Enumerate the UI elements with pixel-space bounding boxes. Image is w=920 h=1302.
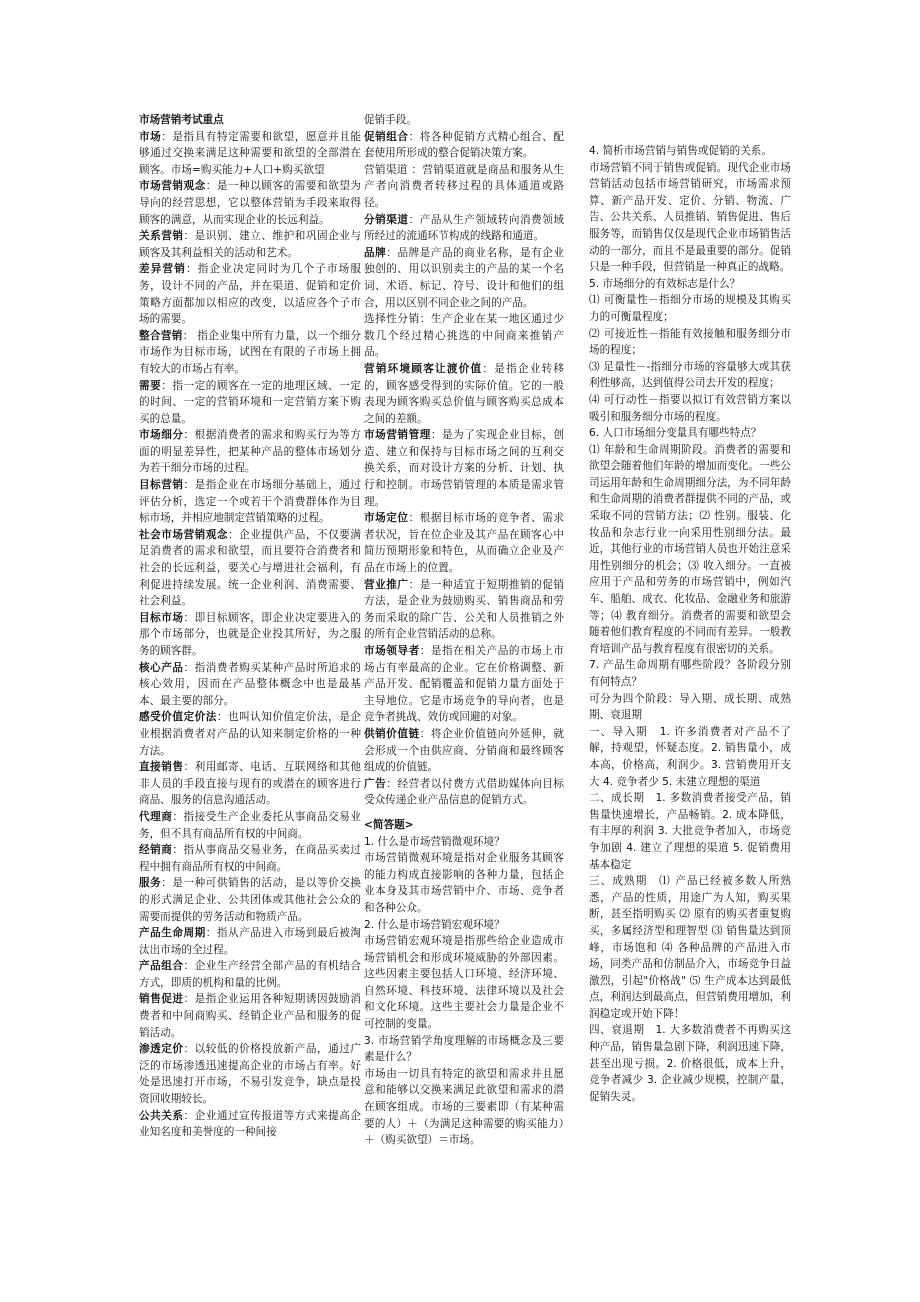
- column-1-entries: [139, 129, 361, 1141]
- term-label: 整合营销: [139, 329, 183, 342]
- definition-entry: [364, 510, 564, 576]
- definition-entry: [364, 212, 564, 245]
- column-2: [364, 112, 564, 1149]
- term-definition: ：是指具有特定需要和欲望，愿意并且能够通过交换来满足这种需要和欲望的全部潜在顾客。市场=购买能力+人口+购买欲望: [139, 130, 362, 176]
- definition-entry: [139, 378, 361, 428]
- term-definition: ：指消费者购买某种产品时所追求的核心效用，因而在产品整体概念中也是最基本、最主要的部分。: [139, 661, 362, 707]
- term-label: 服务: [139, 877, 162, 890]
- term-definition: ：将企业价值链向外延伸，就会形成一个由供应商、分销商和最终顾客组成的价值链。: [364, 727, 565, 774]
- term-label: 感受价值定价法: [139, 711, 217, 724]
- definition-entry: [139, 842, 361, 875]
- term-label: 关系营销: [139, 230, 184, 243]
- definition-entry: [139, 328, 361, 378]
- term-definition: ：将各种促销方式精心组合、配套使用所形成的整合促销决策方案。: [364, 130, 565, 160]
- column-1: [139, 112, 361, 1141]
- term-definition: 1. 什么是市场营销微观环境？: [364, 835, 505, 848]
- term-label: 目标市场: [139, 611, 184, 624]
- definition-entry: [364, 1033, 564, 1066]
- term-label: 市场: [139, 130, 162, 143]
- term-definition: 市场营销宏观环境是指那些给企业造成市场营销机会和形成环境威胁的外部因素。这些因素主要包括人口环境、经济环境、自然环境、科技环境、法律环境以及社会和文化环境。这些主要社会力量是企业不可控制的变量。: [364, 935, 564, 1031]
- term-label: 促销组合: [364, 130, 409, 143]
- term-definition: ：是一种以顾客的需要和欲望为导向的经营思想，它以整体营销为手段来取得顾客的满意，从而实现企业的长远利益。: [139, 180, 362, 226]
- definition-entry: [364, 577, 564, 643]
- answer-paragraph: 一、导入期 1. 许多消费者对产品不了解，持观望，怀疑态度。2. 销售量小，成本高，价格高，利润少。3. 营销费用开支大 4. 竞争者少 5. 未建立理想的渠道: [589, 725, 791, 788]
- term-definition: 选择性分销：生产企业在某一地区通过少数几个经过精心挑选的中间商来推销产品。: [364, 313, 564, 359]
- term-definition: 市场由一切具有特定的欲望和需求并且愿意和能够以交换来满足此欲望和需求的潜在顾客组成。市场的三要素即（有某种需要的人）＋（为满足这种需要的购买能力）＋（购买欲望）＝市场。: [364, 1067, 564, 1147]
- term-label: 差异营销: [139, 263, 186, 276]
- definition-entry: [139, 709, 361, 759]
- term-definition: ：根据目标市场的竞争者、需求者状况，旨在位企业及其产品在顾客心中简历预期形象和特色，从而确立企业及产品在市场上的位置。: [364, 512, 565, 575]
- term-label: 社会市场营销观念: [139, 528, 229, 541]
- term-definition: ：指一定的顾客在一定的地理区域、一定的时间、一定的营销环境和一定营销方案下购买的总量。: [139, 379, 362, 425]
- term-label: 渗透定价: [139, 1043, 184, 1056]
- term-label: 需要: [139, 379, 162, 392]
- term-definition: ：是一种可供销售的活动，是以等价交换的形式满足企业、公共团体或其他社会公众的需要而提供的劳务活动和物质产品。: [139, 877, 362, 923]
- definition-entry: [364, 726, 564, 776]
- definition-entry: [139, 427, 361, 477]
- document-title: 市场营销考试重点: [139, 114, 224, 126]
- definition-entry: [364, 809, 564, 817]
- term-definition: ：是一种适宜于短期推销的促销方法，是企业为鼓励购买、销售商品和劳务而采取的除广告、公关和人员推销之外的所有企业营销活动的总称。: [364, 578, 565, 641]
- definition-entry: [139, 261, 361, 327]
- term-label: 市场领导者: [364, 645, 420, 657]
- definition-entry: [139, 527, 361, 610]
- definition-entry: [139, 610, 361, 660]
- definition-entry: [139, 991, 361, 1041]
- definition-entry: [139, 809, 361, 842]
- term-label: <简答题>: [364, 818, 414, 831]
- term-definition: ：是为了实现企业目标，创造、建立和保持与目标市场之间的互利交换关系，而对设计方案的分析、计划、执行和控制。市场营销管理的本质是需求管理。: [364, 429, 565, 508]
- definition-entry: [364, 427, 564, 510]
- term-label: 经销商: [139, 844, 173, 857]
- term-label: 分销渠道: [364, 213, 409, 226]
- definition-entry: [364, 817, 564, 834]
- answer-paragraph: 4. 简析市场营销与销售或促销的关系。: [589, 145, 772, 157]
- definition-entry: [364, 933, 564, 1033]
- term-definition: ：根据消费者的需求和购买行为等方面的明显差异性，把某种产品的整体市场划分为若干细分市场的过程。: [139, 429, 362, 475]
- definition-entry: [139, 228, 361, 261]
- term-label: 营销环境顾客让渡价值: [364, 362, 483, 375]
- term-label: 市场定位: [364, 512, 409, 525]
- definition-entry: [364, 112, 564, 129]
- answer-paragraph: 四、衰退期 1. 大多数消费者不再购买这种产品，销售量急剧下降，利润迅速下降，甚至出现亏损。2. 价格很低，成本上升，竞争者减少 3. 企业减少规模，控制产量，促销失灵。: [589, 1024, 791, 1103]
- answer-paragraph: 6. 人口市场细分变量具有哪些特点？: [589, 427, 762, 440]
- column-2-entries: [364, 112, 564, 1149]
- definition-entry: [139, 1108, 361, 1141]
- definition-entry: [139, 759, 361, 809]
- term-label: 市场营销观念: [139, 180, 206, 193]
- answer-paragraph: 可分为四个阶段：导入期、成长期、成熟期、衰退期: [589, 692, 791, 722]
- term-definition: 3. 市场营销学角度理解的市场概念及三要素是什么？: [364, 1034, 564, 1064]
- term-definition: ：产品从生产领域转向消费领域所经过的流通环节构成的线路和通道。: [364, 213, 565, 243]
- answer-paragraph: 二、成长期 1. 多数消费者接受产品，销售量快速增长，产品畅销。2. 成本降低，有丰厚的利润 3. 大批竞争者加入，市场竞争加剧 4. 建立了理想的渠道 5. 促销费用基本稳定: [589, 792, 791, 871]
- definition-entry: [364, 129, 564, 162]
- term-definition: ：利用邮寄、电话、互联网络和其他非人员的手段直接与现有的或潜在的顾客进行商品、服务的信息沟通活动。: [139, 761, 362, 807]
- definition-entry: [139, 129, 361, 179]
- definition-entry: [139, 477, 361, 527]
- term-definition: ：企业通过宣传报道等方式来提高企业知名度和美誉度的一种间接: [139, 1109, 362, 1139]
- definition-entry: [364, 1066, 564, 1149]
- term-definition: 2. 什么是市场营销宏观环境？: [364, 918, 505, 931]
- answer-paragraph: ⑵ 可接近性－指能有效接触和服务细分市场的程度；: [589, 327, 791, 357]
- definition-entry: [139, 875, 361, 925]
- term-label: 目标营销: [139, 479, 184, 492]
- answer-paragraph: 5. 市场细分的有效标志是什么？: [589, 277, 741, 290]
- term-label: 供销价值链: [364, 727, 420, 740]
- term-label: 品牌: [364, 246, 387, 259]
- term-definition: ：企业提供产品，不仅要满足消费者的需求和欲望，而且要符合消费者和社会的长远利益，要关心与增进社会福利，有利促进持续发展。统一企业利润、消费需要、社会利益。: [139, 528, 362, 608]
- term-definition: ：指接受生产企业委托从事商品交易业务，但不具有商品所有权的中间商。: [139, 810, 362, 840]
- term-definition: ：即目标顾客，即企业决定要进入的那个市场部分，也就是企业投其所好，为之服务的顾客群。: [139, 611, 362, 657]
- definition-entry: [139, 1041, 361, 1107]
- term-definition: 市场营销微观环境是指对企业服务其顾客的能力构成直接影响的各种力量，包括企业本身及其市场营销中介、市场、竞争者和各种公众。: [364, 852, 564, 914]
- term-definition: ：是指企业在市场细分基础上，通过评估分析，选定一个或若干个消费群体作为目标市场，并相应地制定营销策略的过程。: [139, 479, 362, 525]
- term-definition: ：经营者以付费方式借助媒体向目标受众传递企业产品信息的促销方式。: [364, 777, 565, 807]
- definition-entry: [364, 245, 564, 311]
- term-label: 营业推广: [364, 578, 409, 591]
- definition-entry: [364, 643, 564, 726]
- definition-entry: [364, 850, 564, 916]
- term-definition: ：品牌是产品的商业名称，是有企业独创的、用以识别卖主的产品的某一个名词、术语、标记、符号、设计和他们的组合，用以区别不同企业之间的产品。: [364, 246, 565, 309]
- definition-entry: [364, 361, 564, 427]
- term-label: 产品生命周期: [139, 927, 206, 940]
- term-definition: 营销渠道 ：营销渠道就是商品和服务从生产者向消费者转移过程的具体通道或路径。: [364, 163, 564, 209]
- term-definition: ：企业生产经营全部产品的有机结合方式，即质的机构和量的比例。: [139, 960, 362, 989]
- term-definition: 促销手段。: [364, 114, 417, 126]
- definition-entry: [364, 776, 564, 809]
- definition-entry: [139, 925, 361, 958]
- answer-paragraph: ⑷ 可行动性－指要以拟订有效营销方案以吸引和服务细分市场的程度。: [589, 393, 791, 423]
- term-label: 市场细分: [139, 429, 184, 442]
- answer-paragraph: 7. 产品生命周期有哪些阶段？各阶段分别有何特点？: [589, 659, 791, 688]
- answer-paragraph: ⑴ 年龄和生命周期阶段。消费者的需要和欲望会随着他们年龄的增加而变化。一些公司运用年龄和生命周期细分法，为不同年龄和生命周期的消费者群提供不同的产品，或采取不同的营销方法；⑵ 性别。服装、化妆品和杂志行业一向采用性别细分法。最近，其他行业的市场营销人员也开始注意采用性别细分的机会；⑶ 收入细分。一直被应用于产品和劳务的市场营销中，例如汽车、船舶、成衣、化妆品、金融业务和旅游等；⑷ 教育细分。消费者的需要和欲望会随着他们教育程度的不同而有差异。一般教育培训产品与教育程度有很密切的关系。: [589, 443, 791, 655]
- term-definition: ：是指在相关产品的市场上市场占有率最高的企业。它在价格调整、新产品开发、配销覆盖和促销力量方面处于主导地位。它是市场竞争的导向者，也是竞争者挑战、效仿或回避的对象。: [364, 645, 565, 724]
- term-definition: ：指企业决定同时为几个子市场服务，设计不同的产品，并在渠道、促销和定价策略方面都加以相应的改变，以适应各个子市场的需要。: [139, 263, 362, 326]
- definition-entry: [139, 660, 361, 710]
- term-label: 市场营销管理: [364, 429, 431, 442]
- term-label: 代理商: [139, 810, 173, 823]
- term-definition: ：是指企业转移的，顾客感受得到的实际价值。它的一般表现为顾客购买总价值与顾客购买总成本之间的差额。: [364, 362, 565, 425]
- term-label: 产品组合: [139, 960, 184, 973]
- column-3-entries: [589, 143, 791, 1105]
- definition-entry: [364, 162, 564, 212]
- term-label: 广告: [364, 777, 387, 790]
- term-label: 直接销售: [139, 761, 184, 774]
- term-label: 销售促进: [139, 993, 184, 1006]
- term-label: 核心产品: [139, 661, 184, 674]
- term-definition: ：是指企业运用各种短期诱因鼓励消费者和中间商购买、经销企业产品和服务的促销活动。: [139, 993, 362, 1039]
- definition-entry: [364, 917, 564, 934]
- definition-entry: [139, 958, 361, 991]
- definition-entry: [364, 311, 564, 361]
- answer-paragraph: 三、成熟期 ⑴ 产品已经被多数人所熟悉，产品的性质，用途广为人知，购买果断，甚至指明购买 ⑵ 原有的购买者重复购买，多属经济型和理智型 ⑶ 销售量达到顶峰，市场饱和 ⑷ 各种品牌的产品进入市场，同类产品和仿制品介入，市场竞争日益激烈，引起"价格战" ⑸ 生产成本达到最低点，利润达到最高点，但营销费用增加，利润稳定或开始下降！: [589, 875, 791, 1020]
- answer-paragraph: 市场营销不同于销售或促销。现代企业市场营销活动包括市场营销研究，市场需求预算、新产品开发、定价、分销、物流、广告、公共关系、人员推销、销售促进、售后服务等，而销售仅仅是现代企业市场销售活动的一部分，而且不是最重要的部分。促销只是一种手段，但营销是一种真正的战略。: [589, 161, 791, 274]
- answer-paragraph: ⑶ 足量性－-指细分市场的容量够大或其获利性够高，达到值得公司去开发的程度；: [589, 360, 791, 390]
- term-definition: ：指从事商品交易业务，在商品买卖过程中拥有商品所有权的中间商。: [139, 844, 362, 873]
- term-definition: ： 指企业集中所有力量，以一个细分市场作为目标市场，试图在有限的子市场上拥有较大的市场占有率。: [139, 329, 362, 375]
- answer-paragraph: ⑴ 可衡量性－指细分市场的规模及其购买力的可衡量程度；: [589, 294, 791, 323]
- definition-entry: [364, 834, 564, 851]
- term-definition: ：指从产品进入市场到最后被淘汰出市场的全过程。: [139, 927, 362, 956]
- term-label: 公共关系: [139, 1109, 184, 1122]
- column-3: [589, 143, 791, 1105]
- term-definition: ：是识别、建立、维护和巩固企业与顾客及其利益相关的活动和艺术。: [139, 230, 362, 259]
- definition-entry: [139, 178, 361, 228]
- term-definition: ：也叫认知价值定价法，是企业根据消费者对产品的认知来制定价格的一种方法。: [139, 711, 362, 757]
- term-definition: ：以较低的价格投放新产品，通过广泛的市场渗透迅速提高企业的市场占有率。好处是迅速打开市场，不易引发竞争，缺点是投资回收期较长。: [139, 1043, 362, 1106]
